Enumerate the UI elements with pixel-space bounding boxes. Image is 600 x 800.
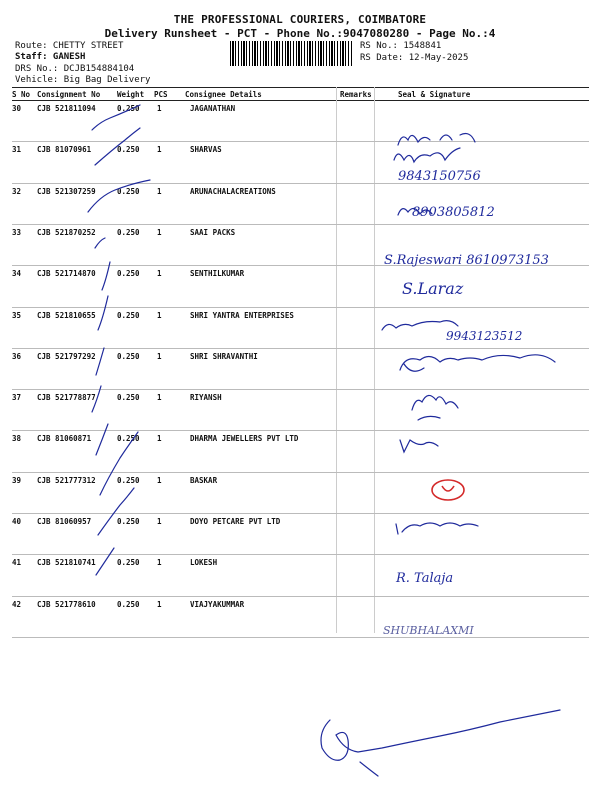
row-consignee: SHARVAS [190,145,222,155]
tick-mark [96,424,108,455]
rs-date: RS Date: 12-May-2025 [360,53,469,63]
drs-number: DRS No.: DCJB154884104 [15,64,135,74]
row-sno: 34 [12,269,22,279]
row-weight: 0.250 [117,186,140,196]
row-pcs: 1 [157,517,162,526]
row-weight: 0.250 [117,475,140,485]
row-weight: 0.250 [117,434,140,444]
handwritten-name-41: R. Talaja [396,571,454,586]
row-pcs: 1 [157,269,162,279]
tick-mark [102,262,110,290]
col-seal: Seal & Signature [398,90,471,99]
row-weight: 0.250 [117,227,140,237]
row-consignee: JAGANATHAN [190,104,236,113]
row-consignee: RIYANSH [190,393,222,403]
signature-36 [400,355,555,370]
signature-40 [396,523,478,534]
row-consignment-no: CJB 521810655 [37,310,96,320]
row-consignee: DHARMA JEWELLERS PVT LTD [190,434,299,444]
row-sno: 33 [12,227,22,237]
row-consignee: VIAJYAKUMMAR [190,599,245,609]
row-pcs: 1 [157,434,162,444]
row-weight: 0.250 [117,351,140,361]
row-sno: 42 [12,599,22,609]
row-consignment-no: CJB 521810741 [37,558,96,568]
company-title: THE PROFESSIONAL COURIERS, COIMBATORE [173,13,427,26]
row-consignee: BASKAR [190,475,218,485]
tick-mark [95,128,140,165]
row-weight: 0.250 [117,104,140,113]
handwritten-sign-34: S.Laraz [402,279,464,298]
row-consignee: SENTHILKUMAR [190,269,245,279]
row-sno: 30 [12,104,22,113]
rs-number: RS No.: 1548841 [360,41,442,51]
row-sno: 41 [12,558,22,568]
signature-31 [398,134,475,145]
route-label: Route: CHETTY STREET [15,41,124,51]
col-consignee: Consignee Details [185,90,262,99]
col-weight: Weight [117,90,145,99]
row-weight: 0.250 [117,269,140,279]
row-consignment-no: CJB 81070961 [37,145,92,155]
col-remarks: Remarks [340,90,372,99]
tick-mark [100,432,138,495]
handwritten-name-34: S.Rajeswari 8610973153 [384,253,549,268]
tick-mark [88,180,150,212]
col-sno: S No [12,90,31,99]
row-weight: 0.250 [117,517,140,526]
row-consignment-no: CJB 521870252 [37,227,96,237]
row-pcs: 1 [157,393,162,403]
row-sno: 35 [12,310,22,320]
signature-38 [400,440,438,452]
tick-mark [92,386,101,412]
row-consignment-no: CJB 521714870 [37,269,96,279]
row-pcs: 1 [157,227,162,237]
row-weight: 0.250 [117,310,140,320]
row-consignee: DOYO PETCARE PVT LTD [190,517,281,526]
row-sno: 31 [12,145,22,155]
row-consignment-no: CJB 81060957 [37,517,92,526]
tick-mark [96,548,114,575]
row-pcs: 1 [157,104,162,113]
row-pcs: 1 [157,558,162,568]
row-sno: 40 [12,517,22,526]
handwritten-name-42: SHUBHALAXMI [383,624,474,637]
row-consignee: SHRI SHRAVANTHI [190,351,258,361]
tick-mark [98,296,108,330]
tick-mark [95,238,105,248]
row-sno: 39 [12,475,22,485]
staff-label: Staff: GANESH [15,52,86,62]
row-consignee: SAAI PACKS [190,227,236,237]
row-consignee: SHRI YANTRA ENTERPRISES [190,310,294,320]
row-pcs: 1 [157,145,162,155]
handwritten-phone-31: 9843150756 [398,169,481,184]
row-consignment-no: CJB 521778610 [37,599,96,609]
col-consignment: Consignment No [37,90,101,99]
handwritten-phone-32: 8903805812 [412,205,495,220]
signature-bottom-b [360,762,378,776]
row-consignment-no: CJB 521797292 [37,351,96,361]
signature-37b [418,416,440,420]
row-sno: 32 [12,186,22,196]
row-weight: 0.250 [117,558,140,568]
row-pcs: 1 [157,475,162,485]
row-consignment-no: CJB 521811094 [37,104,96,113]
signature-36b [404,364,424,371]
row-pcs: 1 [157,351,162,361]
row-pcs: 1 [157,186,162,196]
runsheet-subtitle: Delivery Runsheet - PCT - Phone No.:9047080280 - Page No.:4 [104,27,496,40]
row-pcs: 1 [157,310,162,320]
handwritten-phone-35: 9943123512 [446,329,523,343]
row-weight: 0.250 [117,145,140,155]
signature-37 [412,395,458,410]
row-consignment-no: CJB 521307259 [37,186,96,196]
row-consignment-no: CJB 521778877 [37,393,96,403]
col-pcs: PCS [154,90,168,99]
row-sno: 36 [12,351,22,361]
tick-mark [96,348,104,375]
row-consignee: LOKESH [190,558,218,568]
red-stamp [432,480,464,500]
signature-bottom [321,710,560,760]
tick-mark [92,105,140,130]
row-pcs: 1 [157,599,162,609]
row-consignment-no: CJB 521777312 [37,475,96,485]
vehicle-label: Vehicle: Big Bag Delivery [15,75,151,85]
row-weight: 0.250 [117,393,140,403]
row-sno: 37 [12,393,22,403]
tick-mark [98,488,134,535]
row-consignee: ARUNACHALACREATIONS [190,186,276,196]
signature-31b [394,148,460,162]
row-sno: 38 [12,434,22,444]
row-weight: 0.250 [117,599,140,609]
row-consignment-no: CJB 81060871 [37,434,92,444]
